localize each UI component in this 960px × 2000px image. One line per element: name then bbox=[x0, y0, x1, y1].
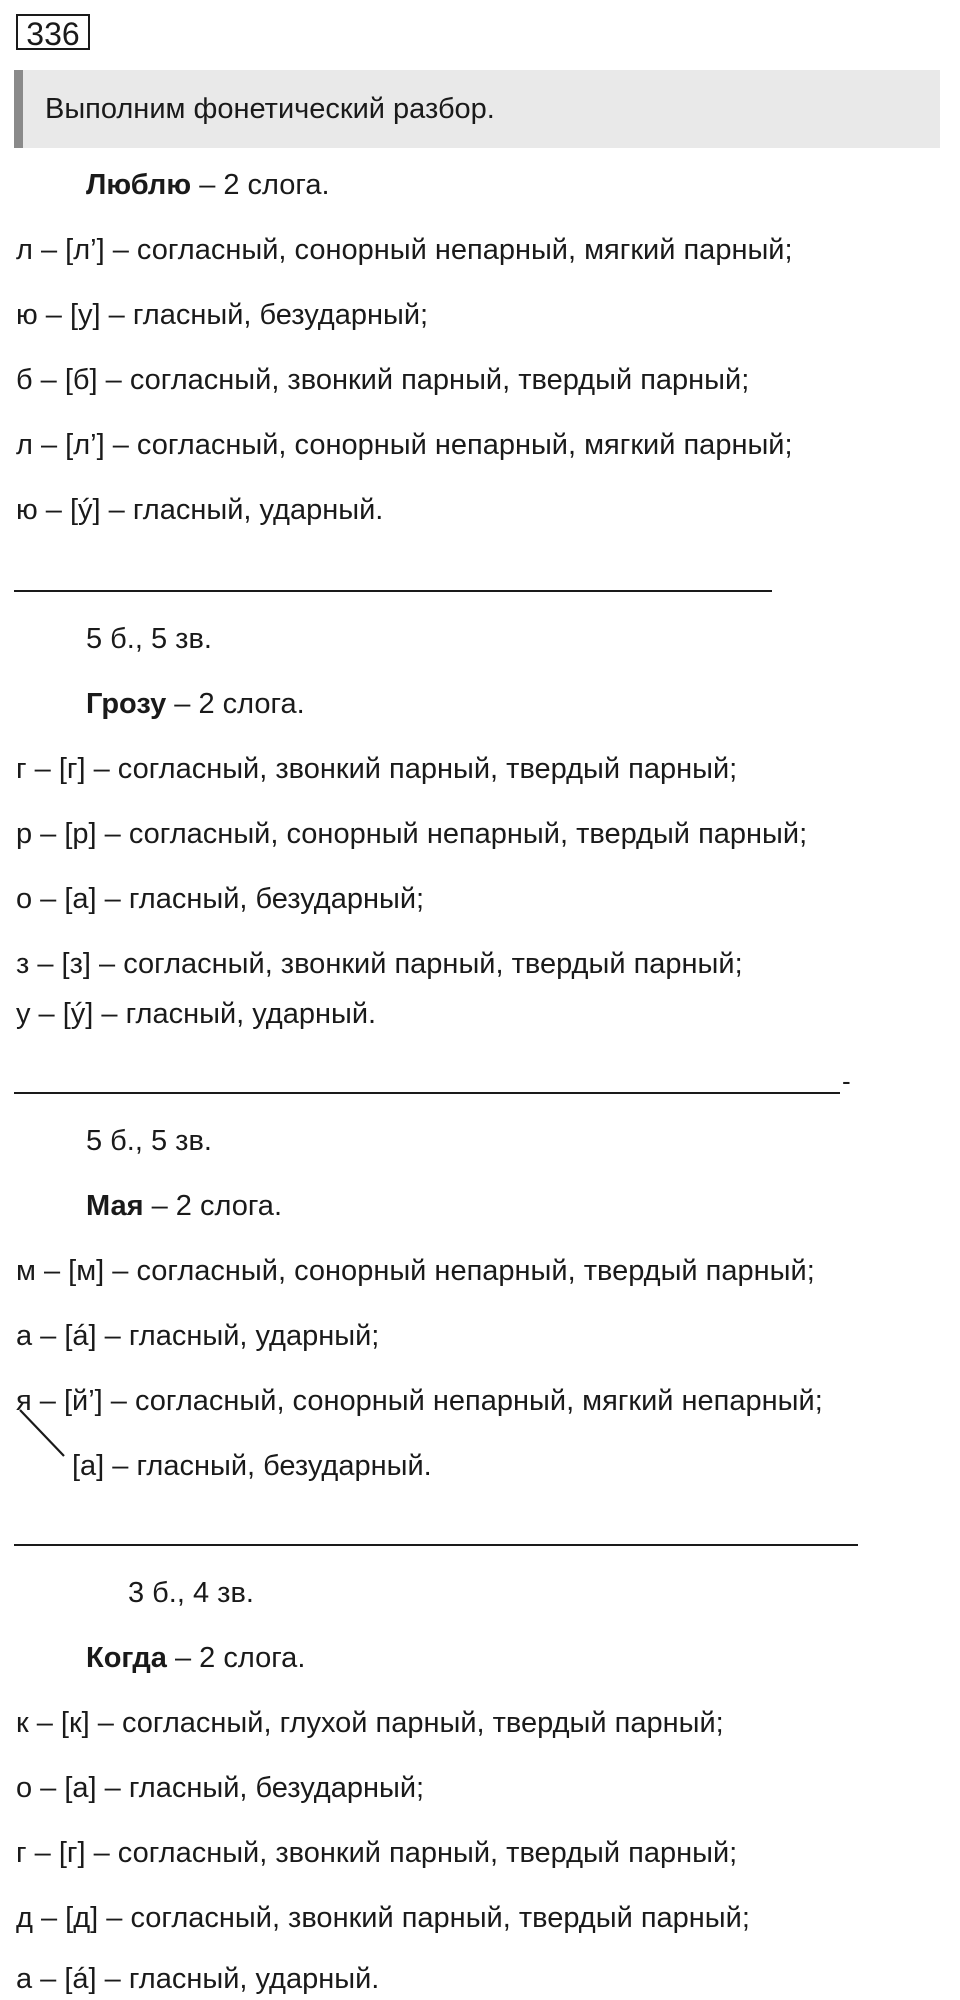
word-heading bbox=[86, 1189, 282, 1223]
letters-sounds-summary: 3 б., 4 зв. bbox=[128, 1577, 254, 1609]
phonetic-line: а – [á] – гласный, ударный. bbox=[16, 1963, 380, 1995]
divider-line bbox=[14, 1544, 858, 1546]
divider-line bbox=[14, 1092, 840, 1094]
letters-sounds-summary: 5 б., 5 зв. bbox=[86, 623, 212, 655]
phonetic-line: г – [г] – согласный, звонкий парный, твердый парный; bbox=[16, 1837, 738, 1869]
intro-text: Выполним фонетический разбор. bbox=[45, 93, 495, 125]
phonetic-line: а – [á] – гласный, ударный; bbox=[16, 1320, 380, 1352]
syllable-count: – 2 слога. bbox=[174, 688, 305, 720]
syllable-count: – 2 слога. bbox=[151, 1190, 282, 1222]
task-number: 336 bbox=[16, 14, 90, 50]
phonetic-line: у – [ý] – гласный, ударный. bbox=[16, 998, 377, 1030]
phonetic-line: я – [й’] – согласный, сонорный непарный, мягкий непарный; bbox=[16, 1385, 823, 1417]
phonetic-line: ю – [у] – гласный, безударный; bbox=[16, 299, 429, 331]
phonetic-line: г – [г] – согласный, звонкий парный, твердый парный; bbox=[16, 753, 738, 785]
phonetic-line: о – [а] – гласный, безударный; bbox=[16, 1772, 425, 1804]
word-heading bbox=[86, 1641, 305, 1675]
phonetic-line: л – [л’] – согласный, сонорный непарный, мягкий парный; bbox=[16, 429, 793, 461]
divider-line bbox=[14, 590, 772, 592]
syllable-count: – 2 слога. bbox=[175, 1642, 306, 1674]
word-heading bbox=[86, 168, 330, 202]
phonetic-line: р – [р] – согласный, сонорный непарный, твердый парный; bbox=[16, 818, 808, 850]
intro-box bbox=[14, 70, 940, 148]
phonetic-line: д – [д] – согласный, звонкий парный, твердый парный; bbox=[16, 1902, 750, 1934]
word: Люблю bbox=[86, 169, 192, 201]
phonetic-line: б – [б] – согласный, звонкий парный, твердый парный; bbox=[16, 364, 750, 396]
word-heading bbox=[86, 687, 305, 721]
word: Мая bbox=[86, 1190, 144, 1222]
syllable-count: – 2 слога. bbox=[199, 169, 330, 201]
phonetic-line: м – [м] – согласный, сонорный непарный, твердый парный; bbox=[16, 1255, 815, 1287]
word: Грозу bbox=[86, 688, 167, 720]
phonetic-line: [а] – гласный, безударный. bbox=[72, 1450, 432, 1482]
phonetic-line: о – [а] – гласный, безударный; bbox=[16, 883, 425, 915]
phonetic-line: ю – [ý] – гласный, ударный. bbox=[16, 494, 384, 526]
trailing-dash: - bbox=[842, 1066, 851, 1096]
word: Когда bbox=[86, 1642, 167, 1674]
phonetic-line: к – [к] – согласный, глухой парный, твердый парный; bbox=[16, 1707, 724, 1739]
letters-sounds-summary: 5 б., 5 зв. bbox=[86, 1125, 212, 1157]
phonetic-line: з – [з] – согласный, звонкий парный, твердый парный; bbox=[16, 948, 743, 980]
second-sound-connector-icon bbox=[16, 1400, 68, 1460]
phonetic-line: л – [л’] – согласный, сонорный непарный, мягкий парный; bbox=[16, 234, 793, 266]
